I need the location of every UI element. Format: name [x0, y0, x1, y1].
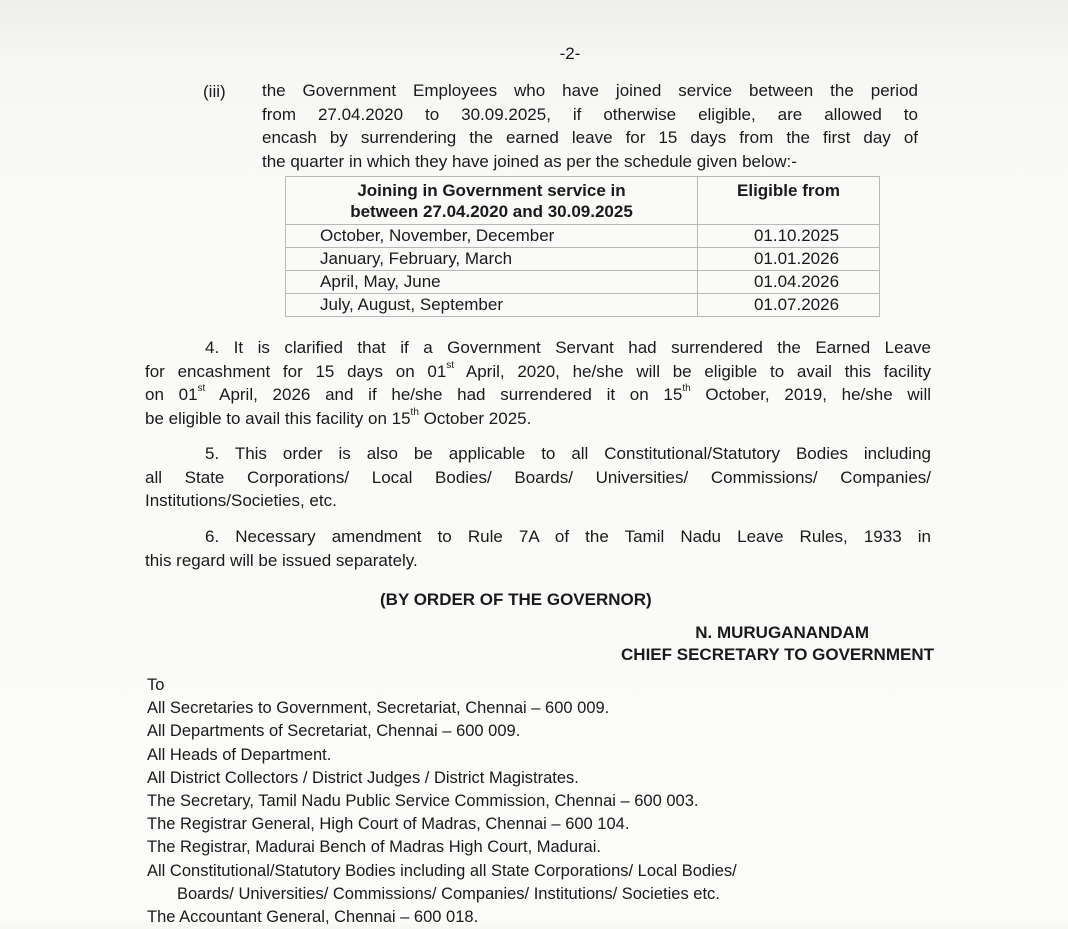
header-joining-line1: Joining in Government service in [357, 181, 626, 200]
cell-joining: October, November, December [286, 225, 698, 248]
para5-line: Institutions/Societies, etc. [145, 491, 337, 510]
schedule-table [285, 176, 880, 317]
header-joining-line2: between 27.04.2020 and 30.09.2025 [350, 202, 633, 221]
table-row [286, 225, 880, 248]
recipient-continuation: Boards/ Universities/ Commissions/ Companies/ Institutions/ Societies etc. [177, 884, 720, 903]
signatory-name: N. MURUGANANDAM [695, 623, 869, 642]
cell-joining: January, February, March [286, 248, 698, 271]
text-run: April, 2026 and if he/she had surrendered it on 15 [205, 385, 683, 404]
clause-line: the quarter in which they have joined as per the schedule given below:- [262, 151, 797, 171]
table-header-row [286, 177, 880, 225]
recipient: The Registrar General, High Court of Madras, Chennai – 600 104. [147, 815, 630, 834]
signatory-designation: CHIEF SECRETARY TO GOVERNMENT [621, 645, 934, 664]
cell-eligible-from: 01.04.2026 [698, 271, 880, 294]
recipient: The Registrar, Madurai Bench of Madras High Court, Madurai. [147, 838, 601, 857]
recipient: All District Collectors / District Judges / District Magistrates. [147, 768, 579, 787]
paragraph-5 [145, 442, 931, 513]
superscript: st [446, 359, 455, 371]
recipient: All Constitutional/Statutory Bodies including all State Corporations/ Local Bodies/ [147, 861, 737, 880]
signatory-block [560, 622, 934, 666]
recipient: All Secretaries to Government, Secretariat, Chennai – 600 009. [147, 699, 610, 718]
by-order-heading: (BY ORDER OF THE GOVERNOR) [380, 590, 652, 609]
text-run: for encashment for 15 days on 01 [145, 361, 447, 381]
to-heading: To [147, 676, 165, 694]
clause-text [262, 79, 918, 173]
para4-line [145, 407, 931, 431]
table-row [286, 248, 880, 271]
clause-line: from 27.04.2020 to 30.09.2025, if otherwise eligible, are allowed to [262, 104, 918, 124]
clause-label: (iii) [203, 82, 226, 101]
paragraph-6 [145, 525, 931, 572]
cell-eligible-from: 01.10.2025 [698, 225, 880, 248]
para4-line: 4. It is clarified that if a Government Servant had surrendered the Earned Leave [205, 338, 931, 357]
distribution-list [147, 674, 737, 929]
cell-eligible-from: 01.07.2026 [698, 294, 880, 317]
recipient: The Secretary, Tamil Nadu Public Service Commission, Chennai – 600 003. [147, 792, 699, 811]
superscript: th [410, 406, 419, 418]
recipient: All Heads of Department. [147, 745, 332, 764]
cell-joining: July, August, September [286, 294, 698, 317]
table-row [286, 271, 880, 294]
superscript: th [682, 383, 691, 395]
text-run: April, 2020, he/she will be eligible to avail this facility [454, 361, 931, 381]
superscript: st [197, 383, 206, 395]
cell-joining: April, May, June [286, 271, 698, 294]
recipient: All Departments of Secretariat, Chennai – 600 009. [147, 722, 521, 741]
text-run: October, 2019, he/she will [690, 385, 931, 404]
text-run: on 01 [145, 385, 198, 404]
cell-eligible-from: 01.01.2026 [698, 248, 880, 271]
para4-line [145, 360, 931, 384]
para6-line: this regard will be issued separately. [145, 550, 418, 570]
paragraph-4 [145, 336, 931, 430]
page-number: -2- [559, 44, 581, 63]
text-run: be eligible to avail this facility on 15 [145, 408, 411, 428]
clause-line: encash by surrendering the earned leave for 15 days from the first day of [262, 128, 918, 147]
para5-line: all State Corporations/ Local Bodies/ Boards/ Universities/ Commissions/ Companies/ [145, 467, 931, 487]
para4-line [145, 383, 931, 407]
clause-line: the Government Employees who have joined service between the period [262, 81, 918, 100]
header-joining [286, 177, 698, 225]
para6-line: 6. Necessary amendment to Rule 7A of the Tamil Nadu Leave Rules, 1933 in [205, 527, 931, 546]
para5-line: 5. This order is also be applicable to all Constitutional/Statutory Bodies including [205, 444, 931, 463]
table-row [286, 294, 880, 317]
recipient: The Accountant General, Chennai – 600 018. [147, 908, 479, 927]
header-eligible-from: Eligible from [698, 177, 880, 225]
text-run: October 2025. [418, 408, 532, 428]
